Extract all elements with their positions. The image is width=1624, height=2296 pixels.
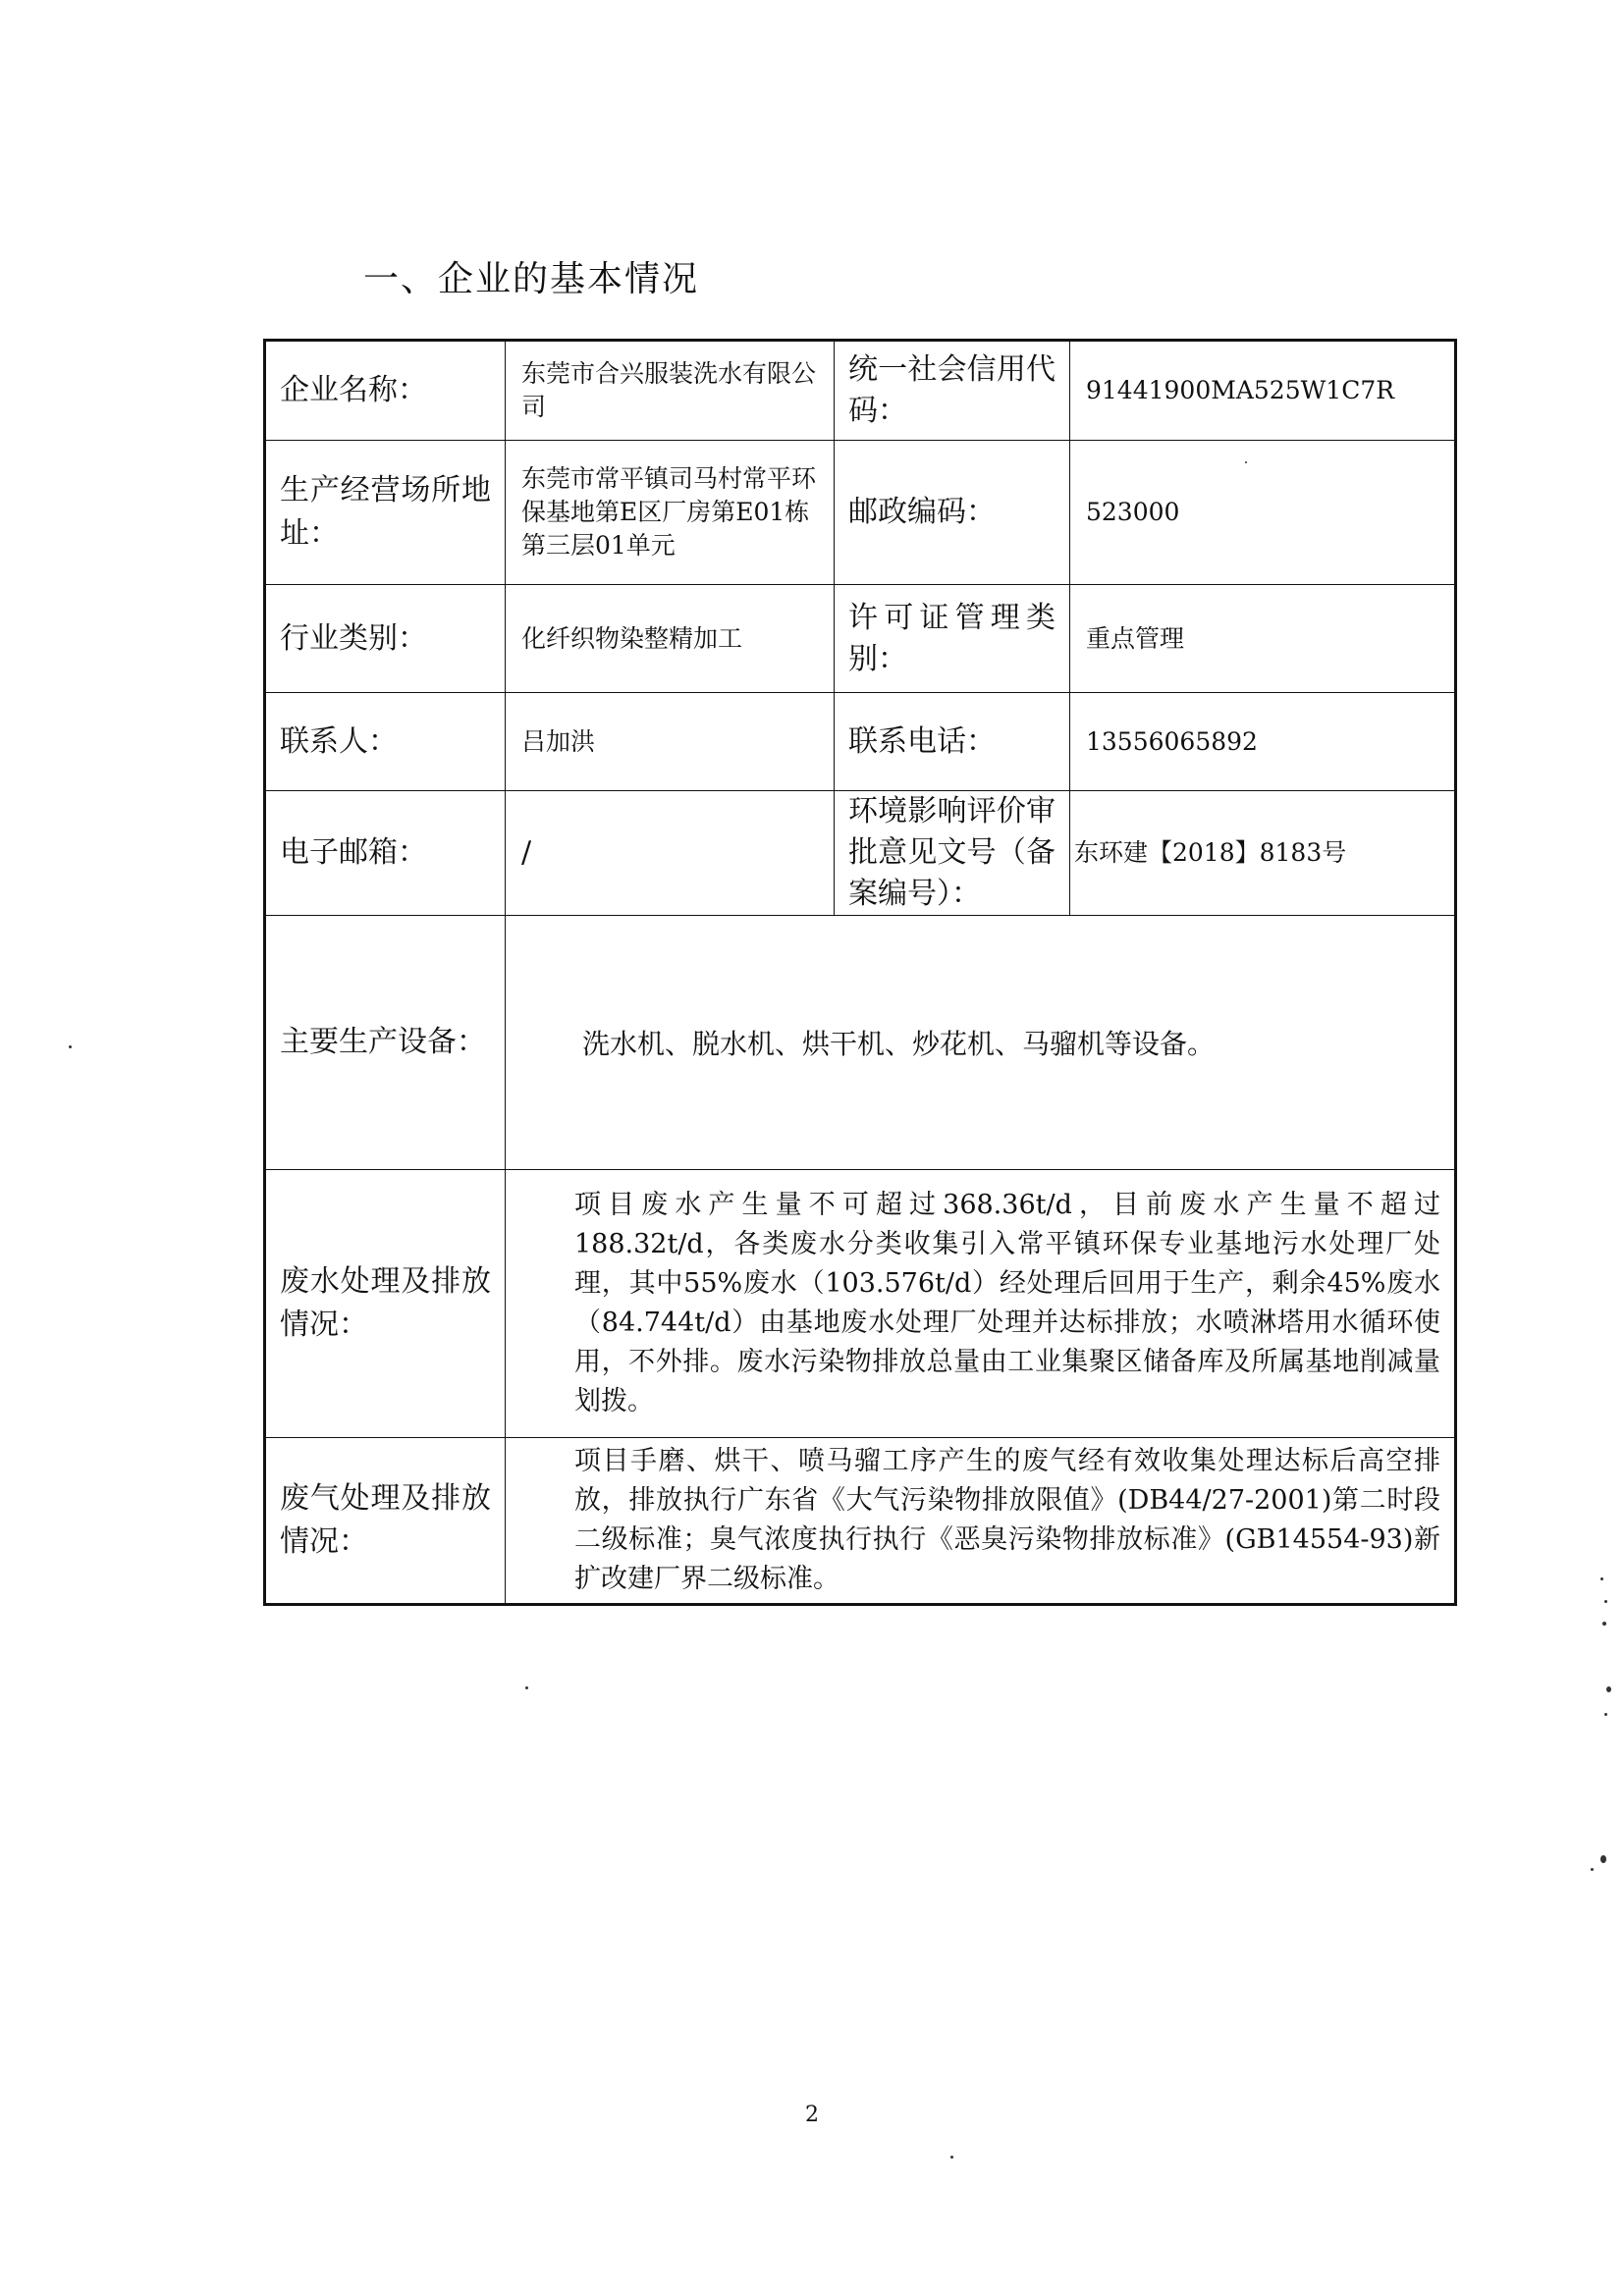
email-label: 电子邮箱： [265,791,506,916]
credit-code-value: 91441900MA525W1C7R [1070,341,1456,441]
industry-label: 行业类别： [265,585,506,693]
phone-label: 联系电话： [835,693,1070,791]
scan-speck [1591,1868,1594,1871]
scan-speck [1600,1577,1603,1580]
exhaust-label: 废气处理及排放情况： [265,1438,506,1605]
exhaust-value [506,1438,1456,1605]
table-row [265,916,1456,1170]
address-label: 生产经营场所地址： [265,441,506,585]
scan-speck [1604,1713,1607,1716]
credit-code-label: 统一社会信用代码： [835,341,1070,441]
scan-speck [69,1045,72,1048]
wastewater-text: 项目废水产生量不可超过368.36t/d，目前废水产生量不超过188.32t/d，各类废水分类收集引入常平镇环保专业基地污水处理厂处理，其中55%废水（103.576t/d）经处理后回用于生产，剩余45%废水（84.744t/d）由基地废水处理厂处理并达标排放；水喷淋塔用水循环使用，不外排。废水污染物排放总量由工业集聚区储备库及所属基地削减量划拨。 [574,1190,1440,1416]
scan-speck [1600,1855,1606,1863]
section-heading: 一、企业的基本情况 [363,259,700,299]
postal-code-value: 523000 [1070,441,1456,585]
company-name-value: 东莞市合兴服装洗水有限公司 [506,341,835,441]
table-row [265,1438,1456,1605]
equipment-value: 洗水机、脱水机、烘干机、炒花机、马骝机等设备。 [506,916,1456,1170]
wastewater-value [506,1170,1456,1438]
industry-value: 化纤织物染整精加工 [506,585,835,693]
phone-value: 13556065892 [1070,693,1456,791]
postal-code-label: 邮政编码： [835,441,1070,585]
enterprise-info-table [263,339,1457,1606]
company-name-label: 企业名称： [265,341,506,441]
table-row [265,585,1456,693]
scan-speck [1245,461,1247,463]
permit-category-value: 重点管理 [1070,585,1456,693]
address-value: 东莞市常平镇司马村常平环保基地第E区厂房第E01栋第三层01单元 [506,441,835,585]
scan-speck [1604,1600,1607,1603]
table-row [265,1170,1456,1438]
equipment-label: 主要生产设备： [265,916,506,1170]
permit-category-label: 许可证管理类别： [835,585,1070,693]
scan-speck [1602,1622,1606,1626]
eia-approval-value: 东环建【2018】8183号 [1070,791,1456,916]
contact-label: 联系人： [265,693,506,791]
scan-speck [950,2156,953,2159]
table-row [265,341,1456,441]
contact-value: 吕加洪 [506,693,835,791]
scan-speck [525,1686,528,1689]
email-value: / [506,791,835,916]
page-number: 2 [805,2103,819,2127]
table-row [265,693,1456,791]
eia-approval-label: 环境影响评价审批意见文号（备案编号）： [835,791,1070,916]
table-row [265,441,1456,585]
exhaust-text: 项目手磨、烘干、喷马骝工序产生的废气经有效收集处理达标后高空排放，排放执行广东省《大气污染物排放限值》(DB44/27-2001)第二时段二级标准；臭气浓度执行执行《恶臭污染物排放标准》(GB14554-93)新扩改建厂界二级标准。 [574,1446,1440,1594]
wastewater-label: 废水处理及排放情况： [265,1170,506,1438]
table-row [265,791,1456,916]
scan-speck [1606,1686,1611,1692]
